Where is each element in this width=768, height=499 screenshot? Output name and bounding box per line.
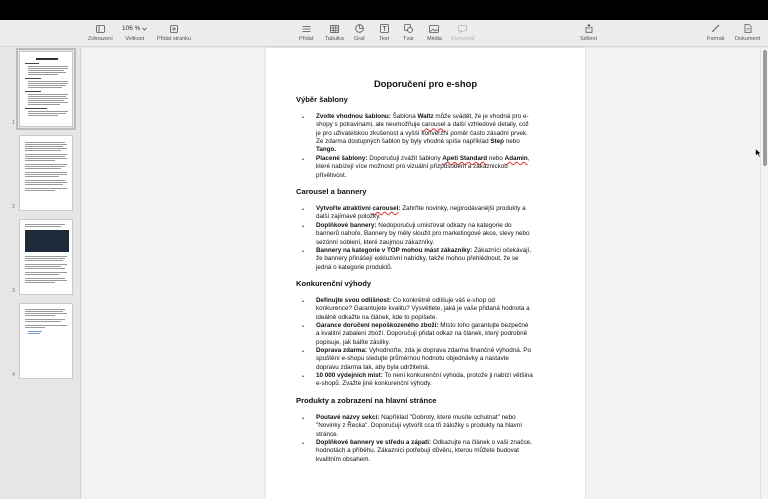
add-page-label: Přidat stránku bbox=[157, 36, 191, 42]
chevron-down-icon bbox=[142, 27, 147, 31]
insert-list-icon bbox=[302, 25, 311, 33]
share-label: Sdílení bbox=[580, 36, 598, 42]
media-icon bbox=[429, 25, 439, 33]
zoom-button[interactable] bbox=[122, 22, 147, 42]
document-label: Dokument bbox=[735, 36, 761, 42]
bullet: • bbox=[302, 349, 304, 355]
bullet: • bbox=[302, 374, 304, 380]
system-top-bar bbox=[0, 0, 768, 20]
toolbar bbox=[0, 20, 768, 47]
table-button[interactable] bbox=[325, 22, 344, 42]
format-button[interactable] bbox=[707, 22, 724, 42]
add-page-icon bbox=[170, 25, 178, 33]
list-item: Doplňkové bannery: Nedoporučuji umisťovat odkazy na kategorie do bannerů nahoře. Bannery by měly sloužit pro marketingové akce, slevy nebo sezónní soblení, které zaujmou zákazníky. bbox=[316, 222, 530, 246]
section-heading: Výběr šablony bbox=[296, 95, 348, 104]
insert-label: Přidat bbox=[299, 36, 314, 42]
table-icon bbox=[330, 25, 339, 33]
bullet: • bbox=[302, 324, 304, 330]
view-label: Zobrazení bbox=[88, 36, 113, 42]
share-button[interactable] bbox=[580, 22, 597, 42]
comment-label: Komentář bbox=[451, 36, 475, 42]
media-button[interactable] bbox=[427, 22, 442, 42]
section-heading: Produkty a zobrazení na hlavní stránce bbox=[296, 396, 437, 405]
comment-icon bbox=[458, 25, 467, 33]
chart-icon bbox=[355, 24, 364, 33]
list-item: Placené šablony: Doporučuji zvážit šablony Apeti Standard nebo Adamin, které nabízejí více možností pro vizuální přizpůsobení a zákaznickou přívětivost. bbox=[316, 155, 530, 179]
zoom-value: 106 % bbox=[122, 25, 141, 32]
document-button[interactable] bbox=[735, 22, 760, 42]
page-thumbnail[interactable] bbox=[19, 303, 73, 379]
zoom-label: Velikost bbox=[125, 36, 145, 42]
section-heading: Carousel a bannery bbox=[296, 187, 367, 196]
section-heading: Konkurenční výhody bbox=[296, 279, 372, 288]
list-item: Definujte svou odlišnost: Co konkrétně odlišuje váš e-shop od konkurence? Garantujete kvalitu? Vysvětlete, jaká je vaše přidaná hodnota a ideálně odkažte na článek, kde to popíšete. bbox=[316, 297, 530, 321]
bullet: • bbox=[302, 249, 304, 255]
document-canvas bbox=[82, 48, 760, 499]
list-item: Garance doručení nepoškozeného zboží: Místo toho garantujte bezpečné a kvalitní zabalení zboží. Doporučuji přidat odkaz na článek, který podrobně popisuje, jak balíte zásilky. bbox=[316, 322, 529, 346]
page-thumbnail[interactable] bbox=[19, 219, 73, 295]
list-item: Doplňkové bannery ve středu a zápatí: Odkazujte na článek o vaší značce, hodnotách a příběhu. Zákazníci potřebují důvěru, kterou můžete budovat kvalitním obsahem. bbox=[316, 439, 532, 463]
shape-label: Tvar bbox=[403, 36, 414, 42]
shape-button[interactable] bbox=[403, 22, 414, 42]
list-item: Doprava zdarma: Vyhodnoťte, zda je doprava zdarma finančně výhodná. Po spuštění e-shopu sledujte průměrnou hodnotu objednávky a nastavte dopravu zdarma tak, aby byla udržitelná. bbox=[316, 347, 531, 371]
page-number: 4 bbox=[12, 372, 16, 378]
text-button[interactable] bbox=[379, 22, 389, 42]
document-icon bbox=[744, 24, 752, 33]
bullet: • bbox=[302, 115, 304, 121]
format-label: Formát bbox=[707, 36, 725, 42]
list-item: Bannery na kategorie v TOP mohou mást zákazníky: Zákazníci očekávají, že bannery přinášejí exkluzivní nabídky, takže mohou přehlédnout, že se jedná o kategorie produktů. bbox=[316, 247, 531, 271]
chart-label: Graf bbox=[354, 36, 365, 42]
list-item: 10 000 výdejních míst: To není konkurenční výhoda, protože ji nabízí většina e-shopů. Zvažte jiné konkurenční výhody. bbox=[316, 372, 533, 388]
scrollbar-thumb[interactable] bbox=[763, 50, 767, 166]
text-box-icon bbox=[380, 24, 389, 33]
add-page-button[interactable] bbox=[157, 22, 191, 42]
insert-button[interactable] bbox=[299, 22, 313, 42]
document-page[interactable] bbox=[266, 48, 585, 499]
document-title: Doporučení pro e-shop bbox=[373, 78, 478, 89]
bullet: • bbox=[302, 224, 304, 230]
table-label: Tabulka bbox=[325, 36, 344, 42]
bullet: • bbox=[302, 416, 304, 422]
page-thumbnails-sidebar bbox=[0, 48, 81, 499]
page-number: 2 bbox=[12, 204, 16, 210]
paintbrush-icon bbox=[711, 24, 720, 33]
page-number: 3 bbox=[12, 288, 16, 294]
bullet: • bbox=[302, 157, 304, 163]
page-thumbnail[interactable] bbox=[19, 51, 73, 127]
mouse-cursor-icon bbox=[755, 148, 762, 158]
list-item: Zvolte vhodnou šablonu: Šablona Waltz může svádět, že je vhodná pro e- shopy s potravinami, ale neumožňuje carousel a další vzhledové detaily, což je pro uživatelskou zkušenost a vyšší konverzní poměr často zásadní prvek. Ze zdarma dostupných šablon by byly vhodné spíše například Step nebo Tango. bbox=[316, 113, 529, 154]
chart-button[interactable] bbox=[354, 22, 365, 42]
media-label: Média bbox=[427, 36, 442, 42]
bullet: • bbox=[302, 441, 304, 447]
page-number: 1 bbox=[12, 120, 16, 126]
bullet: • bbox=[302, 299, 304, 305]
view-button[interactable] bbox=[88, 22, 113, 42]
comment-button[interactable] bbox=[451, 22, 475, 42]
text-label: Text bbox=[379, 36, 390, 42]
list-item: Poutavé názvy sekcí: Například "Dobroty, které musíte ochutnat" nebo "Novinky z Řecka". Doporučuji vytvořit cca tři záložky s produkty na hlavní stránce. bbox=[316, 414, 523, 438]
vertical-scrollbar[interactable] bbox=[760, 48, 768, 499]
shape-icon bbox=[404, 24, 413, 33]
share-icon bbox=[585, 24, 593, 33]
bullet: • bbox=[302, 207, 304, 213]
list-item: Vytvořte atraktivní carousel: Zahrňte novinky, nejprodávanější produkty a další zajímavé položky. bbox=[316, 205, 526, 221]
page-thumbnail[interactable] bbox=[19, 135, 73, 211]
sidebar-icon bbox=[96, 25, 105, 33]
